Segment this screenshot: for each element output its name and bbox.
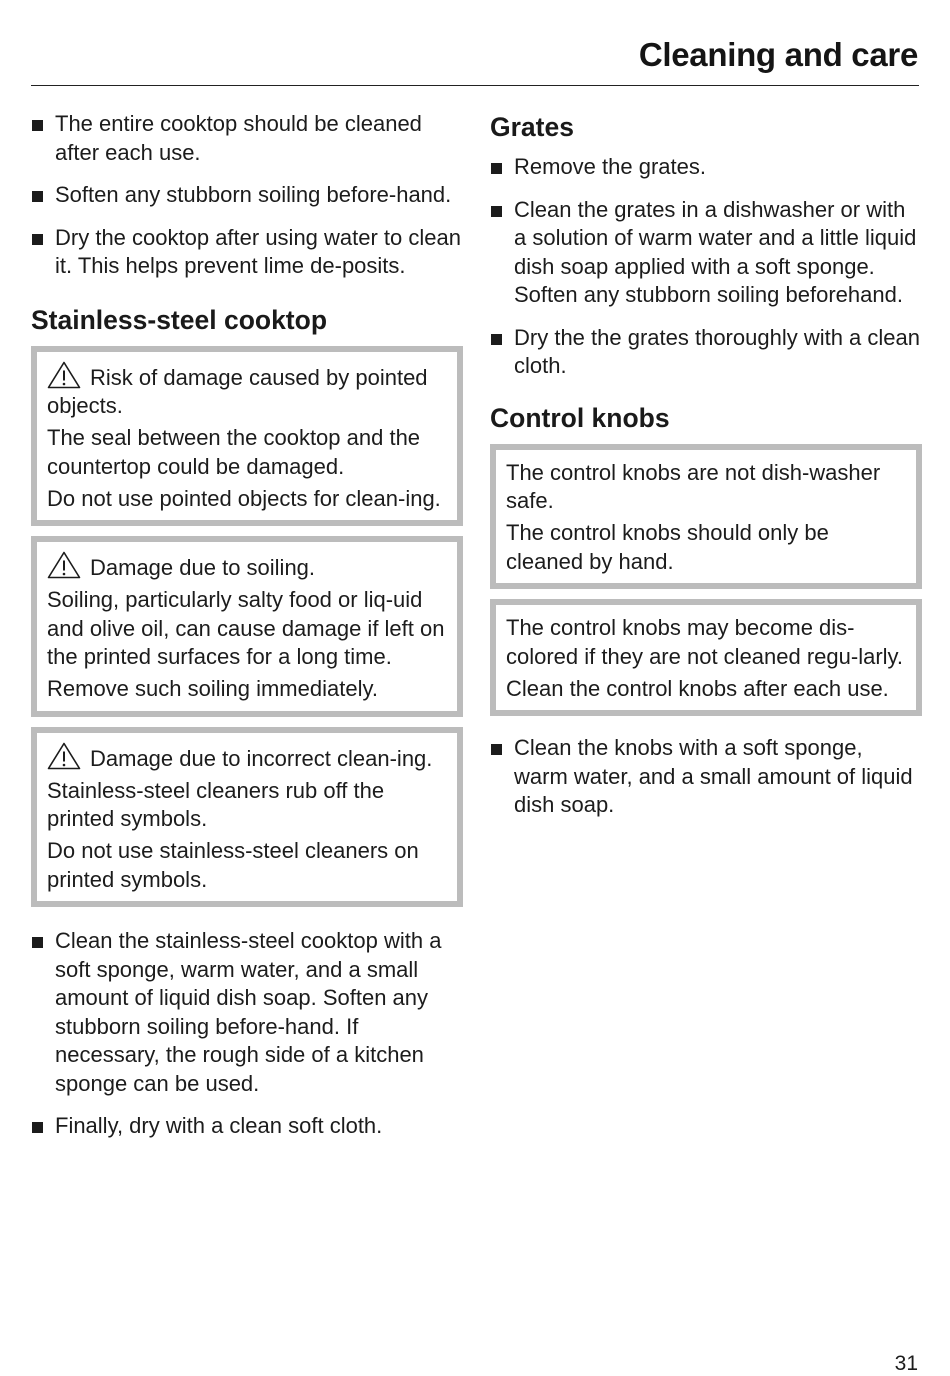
section-heading-control-knobs: Control knobs — [490, 402, 670, 433]
warning-text: Soiling, particularly salty food or liq-uid and olive oil, can cause damage if left on the printed surfaces for a long time. — [47, 587, 445, 669]
list-item — [490, 324, 922, 381]
warning-triangle-icon — [47, 551, 81, 579]
warning-title: Risk of damage caused by pointed objects. — [47, 364, 428, 418]
square-bullet-icon — [491, 206, 502, 217]
warning-text: Remove such soiling immediately. — [47, 676, 378, 701]
knobs-bullet-list — [490, 734, 922, 820]
warning-text: The seal between the cooktop and the countertop could be damaged. — [47, 425, 421, 479]
note-text: The control knobs are not dish-washer safe. — [506, 459, 881, 513]
square-bullet-icon — [491, 744, 502, 755]
section-heading-stainless: Stainless-steel cooktop — [31, 304, 328, 335]
square-bullet-icon — [32, 937, 43, 948]
warning-text: Do not use stainless-steel cleaners on printed symbols. — [47, 838, 419, 892]
list-item — [31, 181, 463, 210]
note-text: Clean the control knobs after each use. — [506, 675, 889, 701]
warning-title: Damage due to incorrect clean-ing. — [90, 745, 433, 771]
list-item-text: Clean the stainless-steel cooktop with a soft sponge, warm water, and a small amount of liquid dish soap. Soften any stubborn soiling before-hand. If necessary, the rough side of a kitchen sponge can be used. — [55, 928, 442, 1096]
list-item-text: Finally, dry with a clean soft cloth. — [55, 1113, 383, 1138]
warning-triangle-icon — [47, 361, 81, 389]
list-item — [31, 927, 463, 1098]
warning-triangle-icon — [47, 742, 81, 770]
square-bullet-icon — [32, 120, 43, 131]
warning-box — [31, 346, 463, 527]
square-bullet-icon — [491, 334, 502, 345]
warning-box — [31, 536, 463, 717]
list-item — [31, 1112, 463, 1141]
note-box — [490, 599, 922, 716]
note-text: The control knobs should only be cleaned by hand. — [506, 520, 829, 574]
warning-text: Stainless-steel cleaners rub off the printed symbols. — [47, 777, 385, 831]
stainless-bullet-list — [31, 927, 463, 1141]
note-box — [490, 444, 922, 590]
square-bullet-icon — [32, 191, 43, 202]
warning-title-line — [47, 551, 447, 583]
list-item-text: Remove the grates. — [514, 154, 706, 179]
page-title: Cleaning and care — [638, 36, 918, 73]
header-rule — [31, 85, 919, 86]
right-column — [490, 110, 922, 834]
list-item — [490, 734, 922, 820]
list-item — [490, 196, 922, 310]
list-item — [31, 224, 463, 281]
warning-title-line — [47, 361, 447, 421]
square-bullet-icon — [32, 1122, 43, 1133]
warning-title-line — [47, 742, 447, 774]
list-item-text: Soften any stubborn soiling before-hand. — [55, 182, 452, 207]
page-number: 31 — [894, 1352, 918, 1375]
list-item-text: Dry the cooktop after using water to clean it. This helps prevent lime de-posits. — [55, 224, 461, 278]
list-item-text: Clean the grates in a dishwasher or with a solution of warm water and a little liquid dish soap applied with a soft sponge. Soften any stubborn soiling beforehand. — [514, 196, 917, 307]
grates-bullet-list — [490, 153, 922, 381]
section-heading-grates: Grates — [490, 112, 574, 142]
list-item-text: The entire cooktop should be cleaned after each use. — [55, 111, 422, 165]
list-item-text: Clean the knobs with a soft sponge, warm water, and a small amount of liquid dish soap. — [514, 735, 913, 817]
intro-bullet-list — [31, 110, 463, 281]
square-bullet-icon — [491, 163, 502, 174]
warning-text: Do not use pointed objects for clean-ing. — [47, 485, 441, 511]
warning-title: Damage due to soiling. — [90, 555, 316, 580]
square-bullet-icon — [32, 234, 43, 245]
left-column — [31, 110, 463, 1155]
note-text: The control knobs may become dis-colored if they are not cleaned regu-larly. — [506, 615, 904, 669]
list-item — [31, 110, 463, 167]
list-item — [490, 153, 922, 182]
warning-box — [31, 727, 463, 908]
list-item-text: Dry the the grates thoroughly with a clean cloth. — [514, 324, 921, 378]
